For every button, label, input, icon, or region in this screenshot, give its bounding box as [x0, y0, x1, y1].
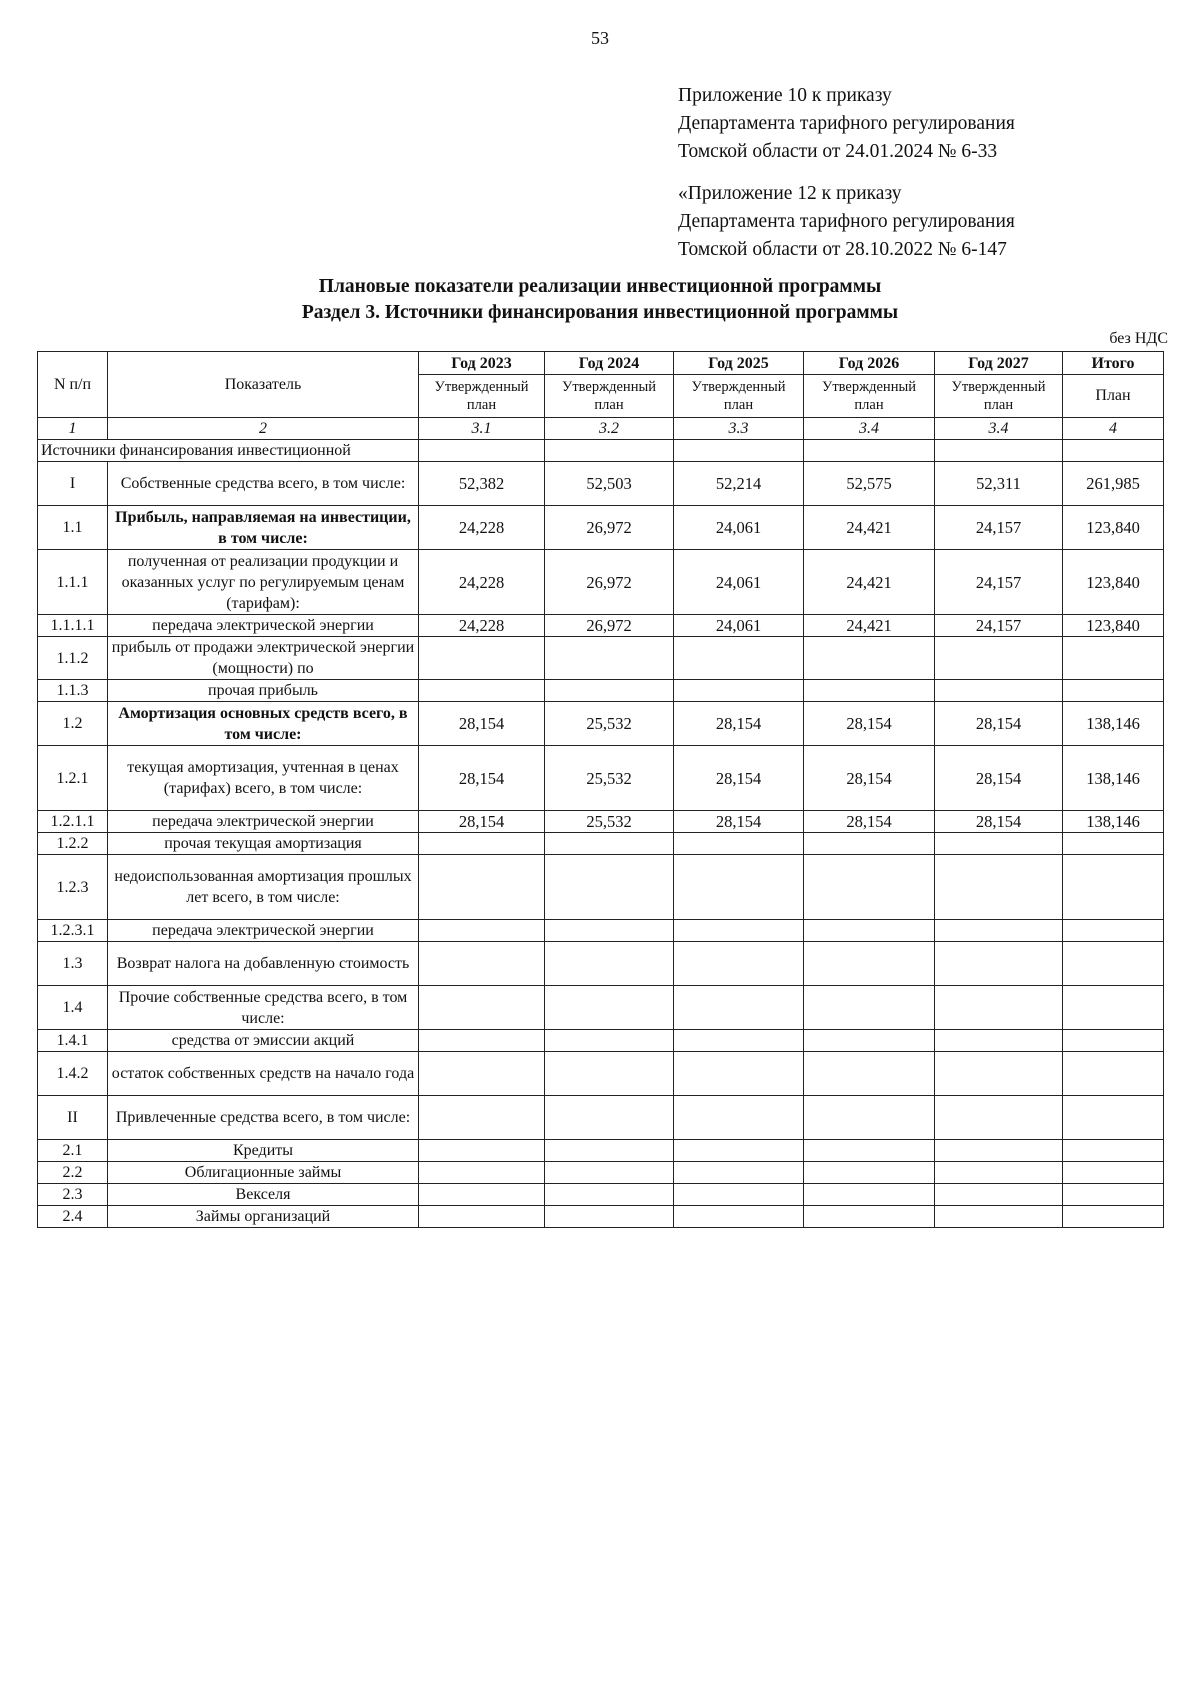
column-number: 2: [108, 418, 419, 440]
value-cell-year: [935, 986, 1063, 1030]
row-number: 2.2: [38, 1162, 108, 1184]
value-cell-year: [804, 1030, 935, 1052]
value-cell-year: [674, 855, 804, 920]
value-cell-year: 25,532: [545, 746, 674, 811]
value-cell-year: [674, 833, 804, 855]
value-cell-total: [1063, 833, 1164, 855]
row-indicator: Облигационные займы: [108, 1162, 419, 1184]
value-cell-total: 138,146: [1063, 746, 1164, 811]
value-cell-year: [674, 1052, 804, 1096]
header-year-2024: Год 2024: [545, 352, 674, 375]
value-cell-year: [545, 1140, 674, 1162]
header-indicator: Показатель: [108, 352, 419, 418]
column-number: 3.4: [935, 418, 1063, 440]
table-row: [38, 1096, 1164, 1140]
column-number: 3.4: [804, 418, 935, 440]
value-cell-year: 24,421: [804, 550, 935, 615]
value-cell-year: [419, 920, 545, 942]
value-cell-year: [935, 1206, 1063, 1228]
row-number: 1.1.2: [38, 637, 108, 680]
row-number: 1.2.1: [38, 746, 108, 811]
row-number: 1.4.2: [38, 1052, 108, 1096]
row-indicator: средства от эмиссии акций: [108, 1030, 419, 1052]
row-indicator: полученная от реализации продукции и оказанных услуг по регулируемым ценам (тарифам):: [108, 550, 419, 615]
table-row: [38, 1162, 1164, 1184]
value-cell-year: 26,972: [545, 506, 674, 550]
column-number: 3.2: [545, 418, 674, 440]
table-row: [38, 1052, 1164, 1096]
header-sub-approved-plan: Утвержденный план: [674, 375, 804, 418]
header-sub-approved-plan: Утвержденный план: [804, 375, 935, 418]
row-indicator: Прочие собственные средства всего, в том числе:: [108, 986, 419, 1030]
value-cell-year: [545, 1096, 674, 1140]
table-row: [38, 680, 1164, 702]
value-cell-year: [674, 920, 804, 942]
header-sub-approved-plan: Утвержденный план: [935, 375, 1063, 418]
attachment-2-line-1: «Приложение 12 к приказу: [678, 183, 902, 204]
row-indicator: Векселя: [108, 1184, 419, 1206]
column-number: 3.1: [419, 418, 545, 440]
value-cell-year: 52,214: [674, 462, 804, 506]
value-cell-year: 28,154: [935, 746, 1063, 811]
table-row: [38, 942, 1164, 986]
section-row-label: Источники финансирования инвестиционной: [38, 440, 419, 462]
row-indicator: Займы организаций: [108, 1206, 419, 1228]
value-cell-year: 52,575: [804, 462, 935, 506]
value-cell-year: 28,154: [674, 811, 804, 833]
value-cell-total: [1063, 1140, 1164, 1162]
row-indicator: передача электрической энергии: [108, 811, 419, 833]
value-cell-year: [545, 637, 674, 680]
header-year-2023: Год 2023: [419, 352, 545, 375]
value-cell-year: 24,228: [419, 615, 545, 637]
attachment-1-line-3: Томской области от 24.01.2024 № 6-33: [678, 141, 998, 162]
row-indicator: остаток собственных средств на начало года: [108, 1052, 419, 1096]
attachment-1-line-2: Департамента тарифного регулирования: [678, 113, 1015, 134]
table-row: [38, 615, 1164, 637]
value-cell-year: 24,061: [674, 506, 804, 550]
value-cell-year: [419, 1206, 545, 1228]
value-cell-year: [804, 1184, 935, 1206]
table-row: [38, 811, 1164, 833]
value-cell-total: [1063, 1206, 1164, 1228]
value-cell-year: [545, 833, 674, 855]
value-cell-year: [545, 1206, 674, 1228]
row-number: I: [38, 462, 108, 506]
value-cell-year: [545, 1030, 674, 1052]
value-cell-year: [935, 855, 1063, 920]
value-cell-year: [419, 1140, 545, 1162]
row-number: 2.4: [38, 1206, 108, 1228]
value-cell-year: [674, 637, 804, 680]
value-cell-year: [804, 1096, 935, 1140]
value-cell-year: [419, 637, 545, 680]
value-cell-year: [545, 855, 674, 920]
page-number: 53: [591, 28, 609, 48]
attachment-2-line-2: Департамента тарифного регулирования: [678, 211, 1015, 232]
attachment-reference-2: [678, 180, 1015, 264]
value-cell-year: [545, 680, 674, 702]
value-cell-year: 24,421: [804, 506, 935, 550]
value-cell-year: [935, 833, 1063, 855]
value-cell-total: [1063, 986, 1164, 1030]
value-cell-year: 24,061: [674, 550, 804, 615]
value-cell-total: 123,840: [1063, 615, 1164, 637]
value-cell-year: 28,154: [935, 811, 1063, 833]
value-cell-year: [419, 1052, 545, 1096]
value-cell-year: [419, 1184, 545, 1206]
value-cell-year: [935, 942, 1063, 986]
value-cell-year: [935, 1030, 1063, 1052]
value-cell-year: 52,503: [545, 462, 674, 506]
header-sub-approved-plan: Утвержденный план: [419, 375, 545, 418]
value-cell-year: [545, 1184, 674, 1206]
value-cell-total: [1063, 637, 1164, 680]
value-cell-total: [1063, 1162, 1164, 1184]
row-number: 2.1: [38, 1140, 108, 1162]
value-cell-total: [1063, 1184, 1164, 1206]
value-cell-year: 52,311: [935, 462, 1063, 506]
value-cell-year: [545, 942, 674, 986]
value-cell-year: [804, 920, 935, 942]
table-row: [38, 550, 1164, 615]
table-row: [38, 1030, 1164, 1052]
table-row: [38, 1206, 1164, 1228]
value-cell-total: [1063, 855, 1164, 920]
header-sub-plan: План: [1063, 375, 1164, 418]
value-cell-year: 26,972: [545, 615, 674, 637]
value-cell-year: [674, 1206, 804, 1228]
row-indicator: Возврат налога на добавленную стоимость: [108, 942, 419, 986]
row-indicator: Прибыль, направляемая на инвестиции, в том числе:: [108, 506, 419, 550]
value-cell-year: [804, 986, 935, 1030]
financing-sources-table: [37, 351, 1164, 1228]
value-cell-year: 28,154: [804, 702, 935, 746]
value-cell-year: 24,228: [419, 550, 545, 615]
column-number: 1: [38, 418, 108, 440]
row-indicator: Амортизация основных средств всего, в том числе:: [108, 702, 419, 746]
value-cell-year: [419, 1162, 545, 1184]
value-cell-year: 24,421: [804, 615, 935, 637]
row-number: 1.1: [38, 506, 108, 550]
value-cell-year: [804, 1162, 935, 1184]
value-cell-year: [674, 1140, 804, 1162]
value-cell-year: [419, 942, 545, 986]
value-cell-year: [545, 1052, 674, 1096]
value-cell-year: 28,154: [804, 746, 935, 811]
value-cell-year: 28,154: [419, 746, 545, 811]
value-cell-total: [1063, 920, 1164, 942]
value-cell-year: [674, 1184, 804, 1206]
row-number: 1.3: [38, 942, 108, 986]
value-cell-year: 28,154: [804, 811, 935, 833]
value-cell-year: [419, 855, 545, 920]
value-cell-year: [804, 833, 935, 855]
value-cell-year: 24,157: [935, 506, 1063, 550]
value-cell-year: 24,157: [935, 615, 1063, 637]
row-number: 1.2: [38, 702, 108, 746]
value-cell-year: [545, 920, 674, 942]
unit-note: без НДС: [1109, 330, 1168, 347]
row-indicator: прочая прибыль: [108, 680, 419, 702]
value-cell-year: [674, 1162, 804, 1184]
row-indicator: Кредиты: [108, 1140, 419, 1162]
value-cell-year: [419, 986, 545, 1030]
value-cell-year: [804, 680, 935, 702]
row-indicator: Привлеченные средства всего, в том числе:: [108, 1096, 419, 1140]
value-cell-year: [804, 942, 935, 986]
value-cell-year: 26,972: [545, 550, 674, 615]
value-cell-year: [545, 1162, 674, 1184]
row-indicator: текущая амортизация, учтенная в ценах (тарифах) всего, в том числе:: [108, 746, 419, 811]
value-cell-year: 52,382: [419, 462, 545, 506]
row-number: 1.1.3: [38, 680, 108, 702]
attachment-reference-1: [678, 82, 1015, 166]
value-cell-year: [674, 680, 804, 702]
row-number: 1.2.3: [38, 855, 108, 920]
value-cell-year: [419, 833, 545, 855]
column-number: 4: [1063, 418, 1164, 440]
value-cell-total: 261,985: [1063, 462, 1164, 506]
value-cell-year: [804, 637, 935, 680]
value-cell-year: [804, 855, 935, 920]
section-row: [38, 440, 1164, 462]
table-row: [38, 702, 1164, 746]
value-cell-year: [419, 680, 545, 702]
table-row: [38, 462, 1164, 506]
attachment-2-line-3: Томской области от 28.10.2022 № 6-147: [678, 239, 1007, 260]
row-indicator: передача электрической энергии: [108, 920, 419, 942]
header-n: N п/п: [38, 352, 108, 418]
table-row: [38, 637, 1164, 680]
value-cell-year: 28,154: [419, 702, 545, 746]
table-row: [38, 1140, 1164, 1162]
row-number: 1.4: [38, 986, 108, 1030]
value-cell-year: 28,154: [674, 746, 804, 811]
row-number: 1.2.1.1: [38, 811, 108, 833]
value-cell-year: [419, 1096, 545, 1140]
row-number: 1.1.1: [38, 550, 108, 615]
table-row: [38, 855, 1164, 920]
row-number: 1.2.3.1: [38, 920, 108, 942]
table-row: [38, 833, 1164, 855]
header-year-2026: Год 2026: [804, 352, 935, 375]
header-year-2027: Год 2027: [935, 352, 1063, 375]
value-cell-total: [1063, 1030, 1164, 1052]
value-cell-year: 25,532: [545, 702, 674, 746]
header-total: Итого: [1063, 352, 1164, 375]
value-cell-total: 123,840: [1063, 550, 1164, 615]
value-cell-total: [1063, 1052, 1164, 1096]
value-cell-year: [674, 1096, 804, 1140]
header-sub-approved-plan: Утвержденный план: [545, 375, 674, 418]
row-number: 2.3: [38, 1184, 108, 1206]
value-cell-year: [935, 1052, 1063, 1096]
value-cell-total: 123,840: [1063, 506, 1164, 550]
row-number: 1.1.1.1: [38, 615, 108, 637]
value-cell-year: [674, 1030, 804, 1052]
header-year-2025: Год 2025: [674, 352, 804, 375]
value-cell-year: [935, 680, 1063, 702]
value-cell-year: [935, 1184, 1063, 1206]
row-indicator: прибыль от продажи электрической энергии (мощности) по: [108, 637, 419, 680]
value-cell-year: [935, 637, 1063, 680]
value-cell-year: [419, 1030, 545, 1052]
row-indicator: Собственные средства всего, в том числе:: [108, 462, 419, 506]
value-cell-year: [674, 986, 804, 1030]
value-cell-total: [1063, 1096, 1164, 1140]
table-row: [38, 506, 1164, 550]
value-cell-year: [804, 1206, 935, 1228]
value-cell-year: 25,532: [545, 811, 674, 833]
value-cell-year: [935, 920, 1063, 942]
document-title: Плановые показатели реализации инвестиционной программы: [318, 276, 882, 297]
row-indicator: прочая текущая амортизация: [108, 833, 419, 855]
value-cell-year: [804, 1052, 935, 1096]
value-cell-year: [935, 1162, 1063, 1184]
table-row: [38, 920, 1164, 942]
row-number: 1.2.2: [38, 833, 108, 855]
value-cell-total: 138,146: [1063, 811, 1164, 833]
column-number: 3.3: [674, 418, 804, 440]
table-body: [38, 440, 1164, 1228]
value-cell-year: 28,154: [419, 811, 545, 833]
value-cell-year: [804, 1140, 935, 1162]
attachment-1-line-1: Приложение 10 к приказу: [678, 85, 892, 106]
row-number: 1.4.1: [38, 1030, 108, 1052]
value-cell-total: [1063, 942, 1164, 986]
value-cell-year: 24,157: [935, 550, 1063, 615]
value-cell-year: [935, 1096, 1063, 1140]
row-indicator: передача электрической энергии: [108, 615, 419, 637]
value-cell-year: 24,061: [674, 615, 804, 637]
value-cell-year: [674, 942, 804, 986]
section-title: Раздел 3. Источники финансирования инвестиционной программы: [301, 302, 899, 323]
value-cell-total: [1063, 680, 1164, 702]
value-cell-year: 28,154: [935, 702, 1063, 746]
table-row: [38, 986, 1164, 1030]
value-cell-total: 138,146: [1063, 702, 1164, 746]
value-cell-year: 28,154: [674, 702, 804, 746]
table-row: [38, 746, 1164, 811]
row-indicator: недоиспользованная амортизация прошлых лет всего, в том числе:: [108, 855, 419, 920]
row-number: II: [38, 1096, 108, 1140]
value-cell-year: [545, 986, 674, 1030]
value-cell-year: [935, 1140, 1063, 1162]
table-row: [38, 1184, 1164, 1206]
value-cell-year: 24,228: [419, 506, 545, 550]
